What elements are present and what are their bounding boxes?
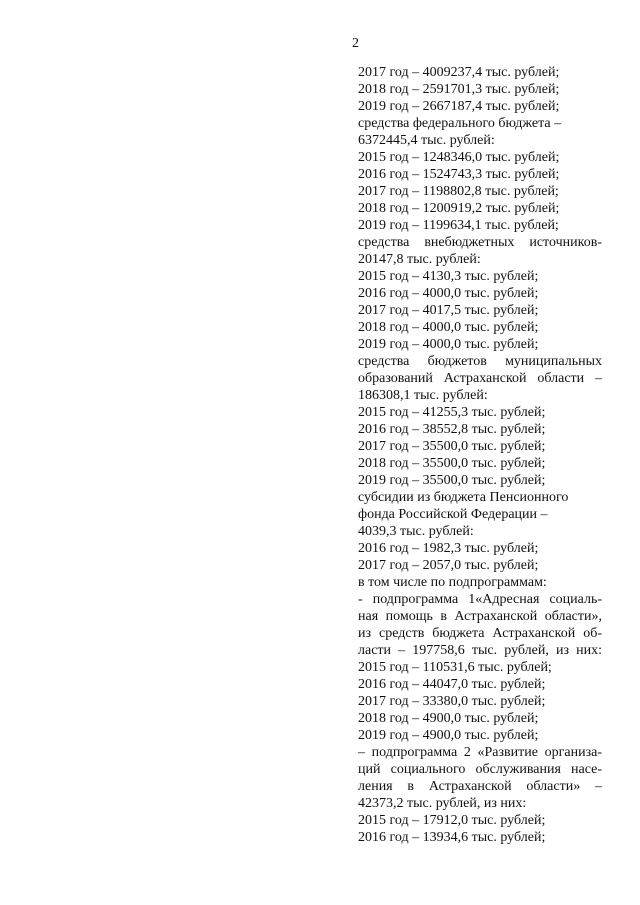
text-line: 2017 год – 35500,0 тыс. рублей; bbox=[358, 439, 546, 454]
text-line: фонда Российской Федерации – bbox=[358, 507, 548, 522]
text-line: 2019 год – 2667187,4 тыс. рублей; bbox=[358, 99, 560, 114]
text-line: 2016 год – 1524743,3 тыс. рублей; bbox=[358, 167, 560, 182]
text-line: средства внебюджетных источников- bbox=[358, 235, 602, 250]
document-text-column bbox=[358, 64, 602, 846]
text-line: средства бюджетов муниципальных bbox=[358, 354, 602, 369]
text-line: 2016 год – 44047,0 тыс. рублей; bbox=[358, 677, 546, 692]
text-line: 2015 год – 4130,3 тыс. рублей; bbox=[358, 269, 539, 284]
text-line: 2015 год – 41255,3 тыс. рублей; bbox=[358, 405, 546, 420]
text-line: – подпрограмма 2 «Развитие организа- bbox=[358, 745, 602, 760]
text-line: 20147,8 тыс. рублей: bbox=[358, 252, 481, 267]
text-line: из средств бюджета Астраханской об- bbox=[358, 626, 602, 641]
text-line: образований Астраханской области – bbox=[358, 371, 602, 386]
text-line: ласти – 197758,6 тыс. рублей, из них: bbox=[358, 643, 602, 658]
text-line: ная помощь в Астраханской области», bbox=[358, 609, 602, 624]
text-line: ления в Астраханской области» – bbox=[358, 779, 602, 794]
text-line: 2015 год – 17912,0 тыс. рублей; bbox=[358, 813, 546, 828]
text-line: 2017 год – 1198802,8 тыс. рублей; bbox=[358, 184, 559, 199]
text-line: 186308,1 тыс. рублей: bbox=[358, 388, 488, 403]
text-line: 4039,3 тыс. рублей: bbox=[358, 524, 474, 539]
text-line: 2017 год – 2057,0 тыс. рублей; bbox=[358, 558, 539, 573]
text-line: 6372445,4 тыс. рублей: bbox=[358, 133, 495, 148]
text-line: 2017 год – 33380,0 тыс. рублей; bbox=[358, 694, 546, 709]
text-line: субсидии из бюджета Пенсионного bbox=[358, 490, 569, 505]
page-number: 2 bbox=[352, 36, 359, 51]
text-line: 2016 год – 4000,0 тыс. рублей; bbox=[358, 286, 539, 301]
text-line: в том числе по подпрограммам: bbox=[358, 575, 547, 590]
text-line: 2016 год – 38552,8 тыс. рублей; bbox=[358, 422, 546, 437]
text-line: 2019 год – 35500,0 тыс. рублей; bbox=[358, 473, 546, 488]
text-line: 2016 год – 1982,3 тыс. рублей; bbox=[358, 541, 539, 556]
text-line: 2018 год – 35500,0 тыс. рублей; bbox=[358, 456, 546, 471]
text-line: 42373,2 тыс. рублей, из них: bbox=[358, 796, 527, 811]
text-line: 2018 год – 4900,0 тыс. рублей; bbox=[358, 711, 539, 726]
text-line: средства федерального бюджета – bbox=[358, 116, 562, 131]
text-line: 2017 год – 4017,5 тыс. рублей; bbox=[358, 303, 539, 318]
text-line: - подпрограмма 1«Адресная социаль- bbox=[358, 592, 602, 607]
text-line: 2017 год – 4009237,4 тыс. рублей; bbox=[358, 65, 560, 80]
text-line: ций социального обслуживания насе- bbox=[358, 762, 602, 777]
text-line: 2019 год – 1199634,1 тыс. рублей; bbox=[358, 218, 559, 233]
text-line: 2018 год – 1200919,2 тыс. рублей; bbox=[358, 201, 560, 216]
text-line: 2018 год – 4000,0 тыс. рублей; bbox=[358, 320, 539, 335]
text-line: 2019 год – 4900,0 тыс. рублей; bbox=[358, 728, 539, 743]
text-line: 2016 год – 13934,6 тыс. рублей; bbox=[358, 830, 546, 845]
text-line: 2018 год – 2591701,3 тыс. рублей; bbox=[358, 82, 560, 97]
text-line: 2015 год – 1248346,0 тыс. рублей; bbox=[358, 150, 560, 165]
text-line: 2015 год – 110531,6 тыс. рублей; bbox=[358, 660, 552, 675]
text-line: 2019 год – 4000,0 тыс. рублей; bbox=[358, 337, 539, 352]
